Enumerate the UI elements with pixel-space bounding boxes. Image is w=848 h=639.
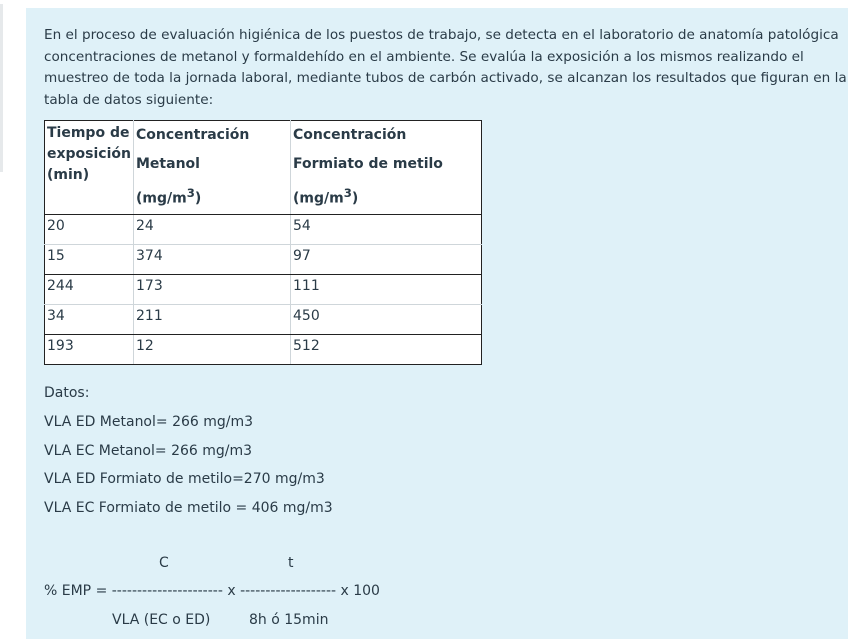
- cell-methyl-formate: 111: [291, 274, 482, 304]
- formula-numerator-c: C: [159, 555, 169, 571]
- formula-numerator-t: t: [288, 555, 294, 571]
- data-line: VLA ED Metanol= 266 mg/m3: [44, 413, 254, 430]
- cell-methanol: 211: [134, 304, 291, 334]
- data-line: VLA EC Metanol= 266 mg/m3: [44, 442, 253, 459]
- left-sidebar-edge: [0, 4, 3, 172]
- cell-methyl-formate: 54: [291, 214, 482, 244]
- table-row: [45, 304, 482, 334]
- formula-denominator-vla: VLA (EC o ED): [112, 612, 211, 628]
- table-row: [45, 274, 482, 304]
- data-table: [44, 120, 482, 365]
- formula-main-line: % EMP = ---------------------- x ------------------- x 100: [44, 583, 380, 599]
- data-heading: Datos:: [44, 385, 90, 401]
- cell-methanol: 173: [134, 274, 291, 304]
- formula-denominator-time: 8h ó 15min: [249, 612, 329, 628]
- cell-time: 34: [45, 304, 134, 334]
- data-line: VLA ED Formiato de metilo=270 mg/m3: [44, 471, 325, 488]
- cell-time: 15: [45, 244, 134, 274]
- cell-methyl-formate: 97: [291, 244, 482, 274]
- table-row: [45, 244, 482, 274]
- cell-methanol: 24: [134, 214, 291, 244]
- header-methanol-concentration: Concentración Metanol $(mg/m^3)$: [134, 121, 291, 215]
- cell-time: 244: [45, 274, 134, 304]
- cell-methyl-formate: 450: [291, 304, 482, 334]
- table-row: [45, 334, 482, 364]
- cell-methanol: 374: [134, 244, 291, 274]
- cell-methanol: 12: [134, 334, 291, 364]
- intro-text: En el proceso de evaluación higiénica de los puestos de trabajo, se detecta en el laboratorio de anatomía patológica concentraciones de metanol y formaldehído en el ambiente. Se evalúa la exposición a los mismos realizando el muestreo de toda la jornada laboral, mediante tubos de carbón activado, se alcanzan los resultados que figuran en la tabla de datos siguiente:: [44, 27, 847, 108]
- data-section: [44, 379, 333, 523]
- table-header-row: [45, 121, 482, 215]
- cell-time: 20: [45, 214, 134, 244]
- table-row: [45, 214, 482, 244]
- header-methyl-formate-concentration: Concentración Formiato de metilo $(mg/m^3)$: [291, 121, 482, 215]
- cell-time: 193: [45, 334, 134, 364]
- exercise-panel: [26, 8, 848, 639]
- cell-methyl-formate: 512: [291, 334, 482, 364]
- header-exposure-time: Tiempo de exposición (min): [45, 121, 134, 215]
- data-line: VLA EC Formiato de metilo = 406 mg/m3: [44, 500, 333, 517]
- intro-paragraph: [44, 25, 848, 111]
